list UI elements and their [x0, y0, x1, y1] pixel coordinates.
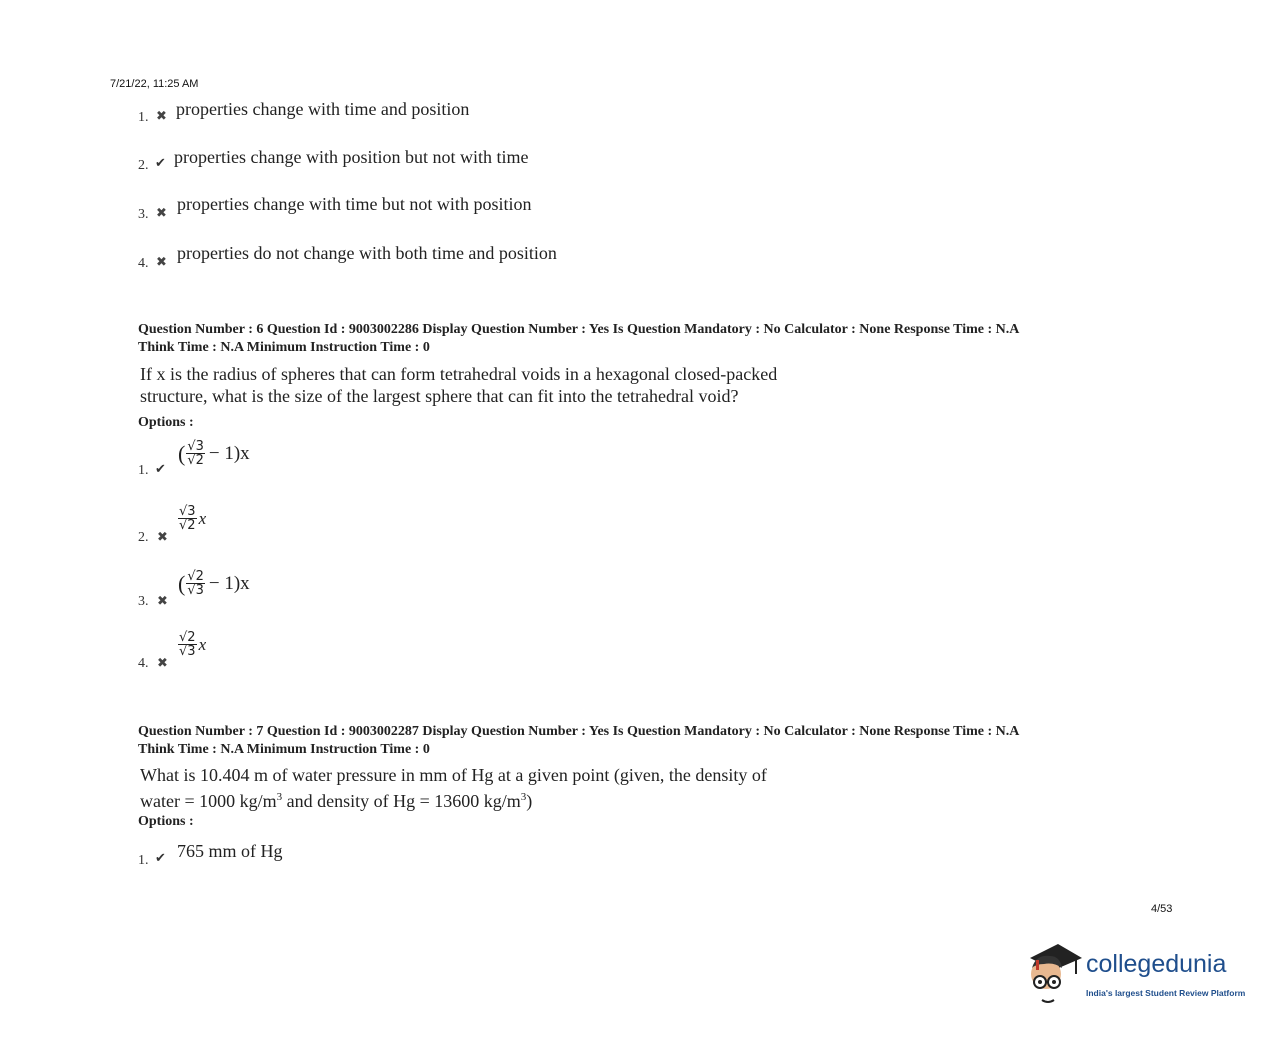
option-text: properties change with position but not with time — [174, 147, 529, 167]
question-meta: Think Time : N.A Minimum Instruction Time : 0 — [138, 340, 430, 355]
denominator: √2 — [179, 518, 196, 533]
question-meta: Think Time : N.A Minimum Instruction Time : 0 — [138, 742, 430, 757]
collegedunia-logo — [1024, 938, 1254, 1008]
fraction — [178, 505, 197, 532]
math-expression — [178, 440, 250, 467]
page-number: 4/53 — [1151, 903, 1173, 915]
math-expression — [178, 505, 206, 532]
math-expression — [178, 570, 250, 597]
question-meta: Question Number : 6 Question Id : 9003002286 Display Question Number : Yes Is Question Mandatory : No Calculator : None Response Time : N.A — [138, 322, 1020, 337]
logo-tagline: India's largest Student Review Platform — [1086, 988, 1246, 998]
math-open: ( — [178, 570, 186, 596]
cross-icon: ✖ — [156, 254, 167, 269]
superscript: 3 — [276, 791, 283, 803]
denominator: √3 — [179, 644, 196, 659]
option-number: 1. — [138, 853, 149, 868]
option-number: 2. — [138, 530, 149, 545]
option-text: properties do not change with both time and position — [177, 243, 557, 263]
denominator: √3 — [187, 583, 204, 598]
denominator: √2 — [187, 453, 204, 468]
math-tail: − 1)x — [208, 572, 250, 594]
option-number: 1. — [138, 463, 149, 478]
option-number: 3. — [138, 594, 149, 609]
option-number: 1. — [138, 110, 149, 125]
superscript: 3 — [520, 791, 527, 803]
check-icon: ✔ — [155, 850, 166, 865]
option-text: properties change with time and position — [176, 99, 470, 119]
math-tail: − 1)x — [208, 442, 250, 464]
cross-icon: ✖ — [157, 593, 168, 608]
numerator: √2 — [179, 630, 196, 645]
options-label: Options : — [138, 415, 194, 430]
math-open: ( — [178, 440, 186, 466]
question-text: If x is the radius of spheres that can form tetrahedral voids in a hexagonal closed-packed — [140, 364, 778, 384]
check-icon: ✔ — [155, 155, 166, 170]
question-text — [140, 786, 532, 812]
cross-icon: ✖ — [157, 655, 168, 670]
numerator: √2 — [187, 569, 204, 584]
option-number: 3. — [138, 207, 149, 222]
question-text: What is 10.404 m of water pressure in mm of Hg at a given point (given, the density of — [140, 765, 767, 785]
option-number: 2. — [138, 158, 149, 173]
text-segment: and density of Hg = 13600 kg/m — [282, 791, 521, 811]
print-timestamp: 7/21/22, 11:25 AM — [110, 78, 199, 90]
math-variable: x — [198, 634, 207, 654]
question-meta: Question Number : 7 Question Id : 9003002287 Display Question Number : Yes Is Question Mandatory : No Calculator : None Response Time : N.A — [138, 724, 1020, 739]
numerator: √3 — [187, 439, 204, 454]
text-segment: ) — [526, 791, 533, 811]
option-text: properties change with time but not with position — [177, 194, 532, 214]
numerator: √3 — [179, 504, 196, 519]
math-variable: x — [198, 508, 207, 528]
math-expression — [178, 631, 206, 658]
cross-icon: ✖ — [156, 205, 167, 220]
fraction — [186, 440, 205, 467]
fraction — [178, 631, 197, 658]
logo-wordmark: collegedunia — [1086, 950, 1227, 978]
option-number: 4. — [138, 656, 149, 671]
cross-icon: ✖ — [156, 108, 167, 123]
text-segment: water = 1000 kg/m — [140, 791, 277, 811]
cross-icon: ✖ — [157, 529, 168, 544]
question-text: structure, what is the size of the largest sphere that can fit into the tetrahedral void? — [140, 386, 739, 406]
fraction — [186, 570, 205, 597]
option-number: 4. — [138, 256, 149, 271]
mascot-icon — [1024, 938, 1084, 1008]
check-icon: ✔ — [155, 461, 166, 476]
option-text: 765 mm of Hg — [177, 841, 283, 861]
options-label: Options : — [138, 814, 194, 829]
